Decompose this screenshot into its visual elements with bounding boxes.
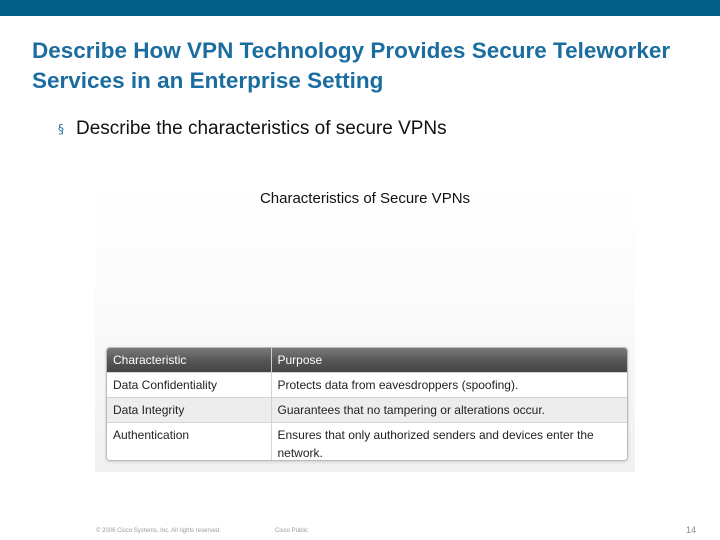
bullet-text: Describe the characteristics of secure VPNs xyxy=(76,118,447,139)
table-row xyxy=(107,397,627,422)
table-header-row xyxy=(107,348,627,372)
table-cell-purpose: Protects data from eavesdroppers (spoofing). xyxy=(271,372,627,397)
characteristics-table xyxy=(107,348,627,461)
table-cell-purpose: Guarantees that no tampering or alterations occur. xyxy=(271,397,627,422)
figure-title: Characteristics of Secure VPNs xyxy=(259,190,471,207)
table-cell-characteristic: Authentication xyxy=(107,422,271,461)
table-row xyxy=(107,422,627,461)
footer-classification: Cisco Public xyxy=(275,528,309,534)
characteristics-table-container xyxy=(106,347,628,461)
column-header-purpose: Purpose xyxy=(271,348,627,372)
table-cell-characteristic: Data Confidentiality xyxy=(107,372,271,397)
column-header-characteristic: Characteristic xyxy=(107,348,271,372)
page-number: 14 xyxy=(685,525,696,535)
slide-title: Describe How VPN Technology Provides Secure Teleworker Services in an Enterprise Setting xyxy=(32,38,671,93)
table-row xyxy=(107,372,627,397)
top-accent-bar xyxy=(0,0,720,16)
footer-copyright: © 2006 Cisco Systems, Inc. All rights reserved. xyxy=(96,528,221,534)
bullet-item xyxy=(58,116,447,142)
table-cell-purpose: Ensures that only authorized senders and devices enter the network. xyxy=(271,422,627,461)
table-cell-characteristic: Data Integrity xyxy=(107,397,271,422)
bullet-marker-icon: § xyxy=(58,122,64,136)
vpn-characteristics-figure xyxy=(95,182,635,472)
